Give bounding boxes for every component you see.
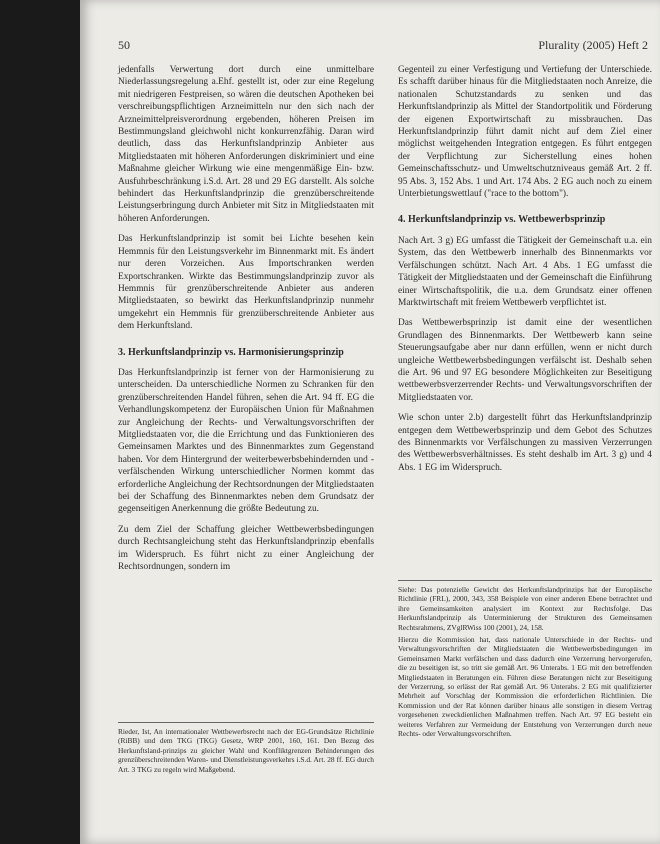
paragraph: Das Herkunftslandprinzip ist somit bei Lichte besehen kein Hemmnis für den Leistungsverkehr im Binnenmarkt mit. Es ändert nur deren Vorzeichen. Aus Importschranken werden Exportschranken. Wirkte das Bestimmungslandprinzip zuvor als Hemmnis für grenzüberschreitende Anbieter aus anderen Mitgliedstaaten, so bewirkt das Herkunftslandprinzip nunmehr umgekehrt ein Hemmnis für grenzüberschreitende Anbieter aus dem Herkunftsland.	[118, 234, 374, 332]
right-column	[398, 64, 652, 482]
footnote: Hierzu die Kommission hat, dass nationale Unterschiede in der Rechts- und Verwaltungsvorschriften der Mitgliedstaaten die Wettbewerbsbedingungen im Gemeinsamen Markt verfälschen und dass dadurch eine Verzerrung hervorgerufen, die zu beseitigen ist, so tritt sie gemäß Art. 96 Unterabs. 1 EG mit den betreffenden Mitgliedstaaten in Beratungen ein. Führen diese Beratungen nicht zur Beseitigung der Verzerrung, so erlässt der Rat gemäß Art. 96 Unterabs. 2 EG mit qualifizierter Mehrheit auf Vorschlag der Kommission die erforderlichen Richtlinien. Die Kommission und der Rat können darüber hinaus alle sonstigen in diesem Vertrag vorgesehenen zweckdienlichen Maßnahmen treffen. Nach Art. 97 EG besteht ein weiteres Verfahren zur Vermeidung der Entstehung von Verzerrungen durch neue Rechts- oder Verwaltungsvorschriften.	[398, 635, 652, 739]
page-number: 50	[118, 38, 130, 52]
paragraph: Gegenteil zu einer Verfestigung und Vertiefung der Unterschiede. Es schafft darüber hinaus für die Mitgliedstaaten noch Anreize, die nationalen Schutzstandards zu senken und das Herkunftslandprinzip als Mittel der Standortpolitik und Förderung der eigenen Exportwirtschaft zu missbrauchen. Das Herkunftslandprinzip führt damit nicht auf dem Ziel einer möglichst weitgehenden Integration entgegen. Es führt entgegen der Verpflichtung zur Sicherstellung eines hohen Gemeinschaftsschutz- und Umweltschutzniveaus gemäß Art. 2 ff. 95 Abs. 3, 152 Abs. 1 und Art. 174 Abs. 2 EG auch noch zu einem Unterbietungswettlauf ("race to the bottom").	[398, 65, 652, 200]
paragraph: Das Wettbewerbsprinzip ist damit eine der wesentlichen Grundlagen des Binnenmarkts. Der Wettbewerb kann seine Steuerungsaufgabe aber nur dann erfüllen, wenn er nicht durch ungleiche Wettbewerbsbedingungen verfälscht ist. Deshalb sehen die Art. 96 und 97 EG besondere Möglichkeiten zur Beseitigung wettbewerbsverzerrender Rechts- und Verwaltungsvorschriften der Mitgliedstaaten vor.	[398, 318, 652, 403]
footnote: Rieder, Ist, An internationaler Wettbewerbsrecht nach der EG-Grundsätze Richtlinie (RiBB) und dem TKG (TKG) Gesetz, WRP 2001, 160, 161. Den Bezug des Herkunftsland-prinzips zu gleicher Wahl und Konfliktgrenzen Behinderungen des grenzüberschreitenden Waren- und Dienstleistungsverkehrs i.S.d. Art. 28 ff. EG durch Art. 3 TKG zu regeln wird Maßgebend.	[118, 727, 374, 774]
paragraph: Das Herkunftslandprinzip ist ferner von der Harmonisierung zu unterscheiden. Da unterschiedliche Normen zu Schranken für den grenzüberschreitenden Handel führen, sehen die Art. 94 ff. EG die Verhandlungskompetenz der Europäischen Union für Maßnahmen zur Angleichung der Rechts- und Verwaltungsvorschriften der Mitgliedstaaten vor, die die Errichtung und das Funktionieren des Gemeinsamen Marktes und des Binnenmarktes zum Gegenstand haben. Vor dem Hintergrund der weiterbewerbsbehindernden und -verfälschenden Wirkung unterschiedlicher Normen kommt das erforderliche Angleichung der Rechtsordnungen der Mitgliedstaaten bei der Schaffung des Binnenmarktes neben dem Grundsatz der gegenseitigen Anerkennung die größte Bedeutung zu.	[118, 367, 374, 515]
left-column	[118, 64, 374, 581]
footnote-block	[118, 722, 374, 777]
footnote: Siehe: Das potenzielle Gewicht des Herkunftslandprinzips hat der Europäische Richtlinie (FRL), 2000, 343, 358 Beispiele von einer anderen Ebene betrachtet und ihre Gemeinsamkeiten analysiert im Kontext zur Rechtsfolge. Das Herkunftslandprinzip als Unterminierung der Strukturen des Gemeinsamen Rechtsrahmens, ZVglRWiss 100 (2001), 24, 158.	[398, 585, 652, 632]
paragraph: Nach Art. 3 g) EG umfasst die Tätigkeit der Gemeinschaft u.a. ein System, das den Wettbewerb innerhalb des Binnenmarkts vor Verfälschungen schützt. Nach Art. 4 Abs. 1 EG umfasst die Tätigkeit der Mitgliedstaaten und der Gemeinschaft die Einführung einer Wirtschaftspolitik, die u.a. dem Grundsatz einer offenen Marktwirtschaft mit freiem Wettbewerb verpflichtet ist.	[398, 235, 652, 308]
section-heading: 4. Herkunftslandprinzip vs. Wettbewerbsprinzip	[398, 214, 606, 226]
paragraph: Wie schon unter 2.b) dargestellt führt das Herkunftslandprinzip entgegen dem Wettbewerbsprinzip und dem Gebot des Schutzes des Binnenmarkts vor Verfälschungen zu massiven Verzerrungen des Wettbewerbsverhältnisses. Es steht deshalb im Art. 3 g) und 4 Abs. 1 EG im Widerspruch.	[398, 413, 652, 473]
footnote-block	[398, 580, 652, 742]
paragraph: jedenfalls Verwertung dort durch eine unmittelbare Niederlassungsregelung a.Ehf. gestellt ist, oder zur eine Regelung mit niedrigeren Festpreisen, so wären die deutschen Apotheken bei verschreibungspflichtigen Arzneimitteln nur den sich nach der Arzneimittelpreisverordnung ergebenden, höheren Preisen im Bestimmungsland gleichwohl nicht konkurrenzfähig. Daran wird deutlich, dass das Herkunftslandprinzip Anbieter aus Mitgliedstaaten mit höheren Anforderungen diskriminiert und eine Maßnahme gleicher Wirkung wie eine mengenmäßige Ein- bzw. Ausfuhrbeschränkung i.S.d. Art. 28 und 29 EG darstellt. Als solche behindert das Herkunftslandprinzip die grenzüberschreitende Leistungserbringung durch Anbieter mit Sitz in Mitgliedstaaten mit höheren Anforderungen.	[118, 65, 374, 224]
journal-header: Plurality (2005) Heft 2	[538, 38, 648, 52]
section-heading: 3. Herkunftslandprinzip vs. Harmonisierungsprinzip	[118, 346, 344, 358]
paragraph: Zu dem Ziel der Schaffung gleicher Wettbewerbsbedingungen durch Rechtsangleichung steht das Herkunftslandprinzip ebenfalls im Widerspruch. Es führt nicht zu einer Angleichung der Rechtsordnungen, sondern im	[118, 524, 374, 573]
document-page	[80, 0, 660, 844]
